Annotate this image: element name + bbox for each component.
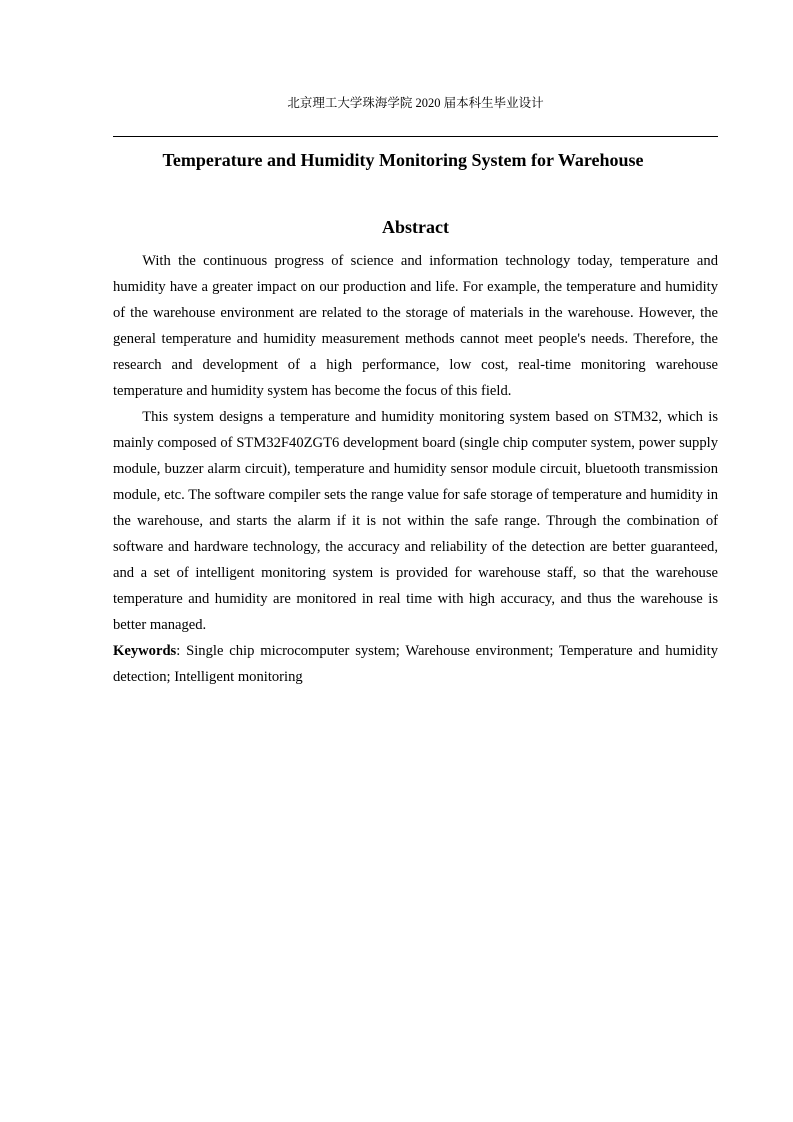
running-header: 北京理工大学珠海学院 2020 届本科生毕业设计 [287,96,544,110]
abstract-heading: Abstract [382,217,449,237]
keywords-line [113,638,718,690]
keywords-label: Keywords [113,643,177,659]
abstract-paragraph-2: This system designs a temperature and humidity monitoring system based on STM32, which is mainly composed of STM32F40ZGT6 development board (single chip computer system, power supply module, buzzer alarm circuit), temperature and humidity sensor module circuit, bluetooth transmission module, etc. The software compiler sets the range value for safe storage of temperature and humidity in the warehouse, and starts the alarm if it is not within the safe range. Through the combination of software and hardware technology, the accuracy and reliability of the detection are better guaranteed, and a set of intelligent monitoring system is provided for warehouse staff, so that the warehouse temperature and humidity are monitored in real time with high accuracy, and thus the warehouse is better managed. [113,409,718,633]
abstract-paragraph-1: With the continuous progress of science and information technology today, temperature and humidity have a greater impact on our production and life. For example, the temperature and humidity of the warehouse environment are related to the storage of materials in the warehouse. However, the general temperature and humidity measurement methods cannot meet people's needs. Therefore, the research and development of a high performance, low cost, real-time monitoring warehouse temperature and humidity system has become the focus of this field. [113,253,718,399]
keywords-text: : Single chip microcomputer system; Warehouse environment; Temperature and humidity detection; Intelligent monitoring [113,643,718,685]
header-divider [113,136,718,137]
abstract-body [113,248,718,690]
paper-title: Temperature and Humidity Monitoring System for Warehouse [162,150,644,170]
